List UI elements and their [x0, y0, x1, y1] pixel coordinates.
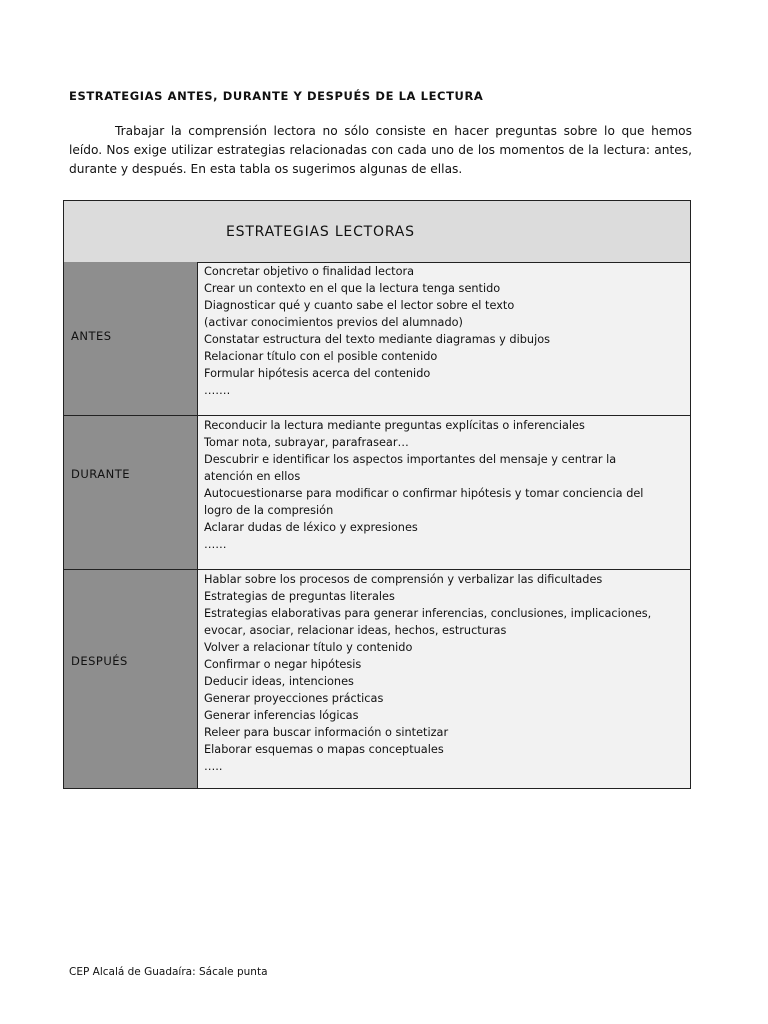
list-item: Crear un contexto en el que la lectura tenga sentido — [204, 282, 501, 295]
list-item: Confirmar o negar hipótesis — [204, 658, 362, 671]
list-item: Aclarar dudas de léxico y expresiones — [204, 521, 418, 534]
row-items-durante — [204, 417, 684, 553]
table-header-title: ESTRATEGIAS LECTORAS — [226, 224, 415, 240]
list-item: Autocuestionarse para modificar o confirmar hipótesis y tomar conciencia del — [204, 487, 644, 500]
row-label-antes: ANTES — [71, 329, 112, 343]
list-item: …… — [204, 538, 227, 551]
row-label-cell — [64, 262, 198, 415]
list-item: atención en ellos — [204, 470, 301, 483]
list-item: Reconducir la lectura mediante preguntas explícitas o inferenciales — [204, 419, 585, 432]
page-footer: CEP Alcalá de Guadaíra: Sácale punta — [69, 966, 268, 978]
list-item: (activar conocimientos previos del alumnado) — [204, 316, 463, 329]
list-item: Concretar objetivo o finalidad lectora — [204, 265, 415, 278]
list-item: Volver a relacionar título y contenido — [204, 641, 413, 654]
table-header — [64, 201, 690, 263]
list-item: ….. — [204, 760, 223, 773]
row-label-cell — [64, 416, 198, 569]
row-label-durante: DURANTE — [71, 467, 131, 481]
list-item: Generar inferencias lógicas — [204, 709, 359, 722]
list-item: Deducir ideas, intenciones — [204, 675, 354, 688]
list-item: Releer para buscar información o sintetizar — [204, 726, 449, 739]
row-label-despues: DESPUÉS — [71, 654, 128, 668]
list-item: Generar proyecciones prácticas — [204, 692, 384, 705]
list-item: Constatar estructura del texto mediante diagramas y dibujos — [204, 333, 551, 346]
table-row-despues — [64, 570, 690, 788]
list-item: ……. — [204, 384, 231, 397]
row-label-cell — [64, 570, 198, 788]
list-item: Descubrir e identificar los aspectos importantes del mensaje y centrar la — [204, 453, 617, 466]
table-row-durante — [64, 416, 690, 570]
list-item: Relacionar título con el posible contenido — [204, 350, 438, 363]
list-item: Diagnosticar qué y cuanto sabe el lector sobre el texto — [204, 299, 515, 312]
list-item: logro de la compresión — [204, 504, 334, 517]
table-row-antes — [64, 262, 690, 416]
row-items-antes — [204, 263, 684, 399]
intro-paragraph: Trabajar la comprensión lectora no sólo consiste en hacer preguntas sobre lo que hemos leído. Nos exige utilizar estrategias relacionadas con cada uno de los momentos de la lectura: antes, durante y después. En esta tabla os sugerimos algunas de ellas. — [69, 124, 692, 176]
list-item: evocar, asociar, relacionar ideas, hechos, estructuras — [204, 624, 507, 637]
list-item: Estrategias elaborativas para generar inferencias, conclusiones, implicaciones, — [204, 607, 652, 620]
list-item: Estrategias de preguntas literales — [204, 590, 395, 603]
list-item: Formular hipótesis acerca del contenido — [204, 367, 431, 380]
document-title: ESTRATEGIAS ANTES, DURANTE Y DESPUÉS DE LA LECTURA — [69, 89, 484, 103]
list-item: Elaborar esquemas o mapas conceptuales — [204, 743, 444, 756]
row-items-despues — [204, 571, 684, 775]
list-item: Hablar sobre los procesos de comprensión y verbalizar las dificultades — [204, 573, 603, 586]
list-item: Tomar nota, subrayar, parafrasear… — [204, 436, 409, 449]
strategies-table — [63, 200, 691, 789]
